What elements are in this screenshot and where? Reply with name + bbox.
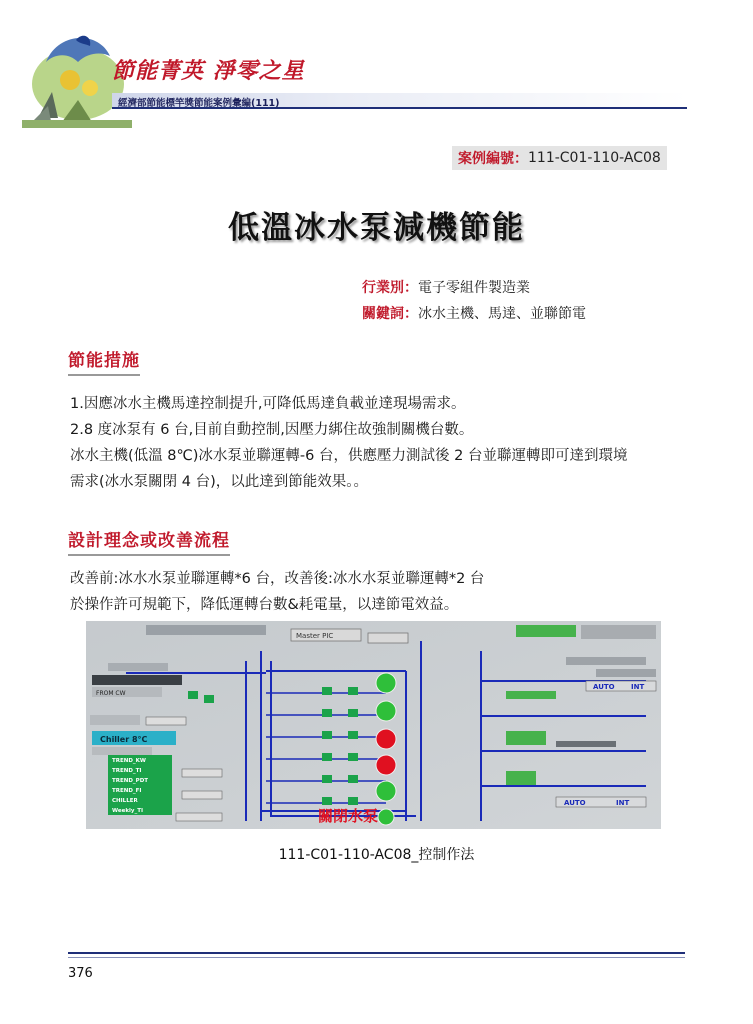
section-heading-measures: 節能措施 [68, 346, 140, 376]
section-body-measures [70, 391, 690, 495]
trend-ti-label: TREND_TI [112, 768, 142, 774]
master-pic-label: Master PIC [296, 632, 334, 640]
keywords-value: 冰水主機、馬達、並聯節電 [418, 306, 586, 322]
footer-rule [68, 952, 685, 960]
paragraph-line: 於操作許可規範下，降低運轉台數&耗電量，以達節電效益。 [70, 597, 459, 613]
industry-value: 電子零組件製造業 [418, 280, 530, 296]
series-label: 經濟部節能標竿獎節能案例彙編(111) [118, 98, 280, 109]
trend-kw-label: TREND_KW [112, 758, 146, 764]
int-label-top: INT [631, 683, 645, 691]
case-number-label: 案例編號： [458, 151, 528, 167]
paragraph-line: 冰水主機(低溫 8℃)冰水泵並聯運轉-6 台，供應壓力測試後 2 台並聯運轉即可達到環境 [70, 448, 628, 464]
keywords-label: 關鍵詞： [362, 306, 418, 322]
auto-label-bottom: AUTO [564, 799, 586, 807]
int-label-bottom: INT [616, 799, 630, 807]
case-number-box [452, 146, 667, 170]
paragraph-line: 2.8 度冰泵有 6 台,目前自動控制,因壓力綁住故強制關機台數。 [70, 422, 474, 438]
auto-label-top: AUTO [593, 683, 615, 691]
weekly-label: Weekly_TI [112, 808, 144, 814]
meta-keywords [362, 303, 586, 323]
chiller-label: Chiller 8°C [100, 735, 148, 744]
brand-title: 節能菁英 淨零之星 [112, 58, 305, 84]
meta-industry [362, 277, 530, 297]
trend-pdt-label: TREND_PDT [112, 778, 149, 784]
section-body-design [70, 566, 690, 618]
control-screen-photo [86, 621, 661, 829]
paragraph-line: 改善前:冰水水泵並聯運轉*6 台，改善後:冰水水泵並聯運轉*2 台 [70, 571, 485, 587]
document-title: 低溫冰水泵減機節能 [228, 210, 525, 246]
chiller-row-label: CHILLER [112, 798, 138, 804]
trend-fi-label: TREND_FI [112, 788, 142, 794]
from-cw-label: FROM CW [96, 690, 126, 697]
page-number: 376 [68, 966, 93, 981]
paragraph-line: 需求(冰水泵關閉 4 台)，以此達到節能效果。。 [70, 474, 369, 490]
shutdown-pump-overlay: 關閉水泵 [318, 807, 379, 825]
paragraph-line: 1.因應冰水主機馬達控制提升,可降低馬達負載並達現場需求。 [70, 396, 466, 412]
industry-label: 行業別： [362, 280, 418, 296]
section-heading-design: 設計理念或改善流程 [68, 526, 230, 556]
figure-caption: 111-C01-110-AC08_控制作法 [278, 847, 475, 863]
case-number-value: 111-C01-110-AC08 [528, 150, 661, 166]
